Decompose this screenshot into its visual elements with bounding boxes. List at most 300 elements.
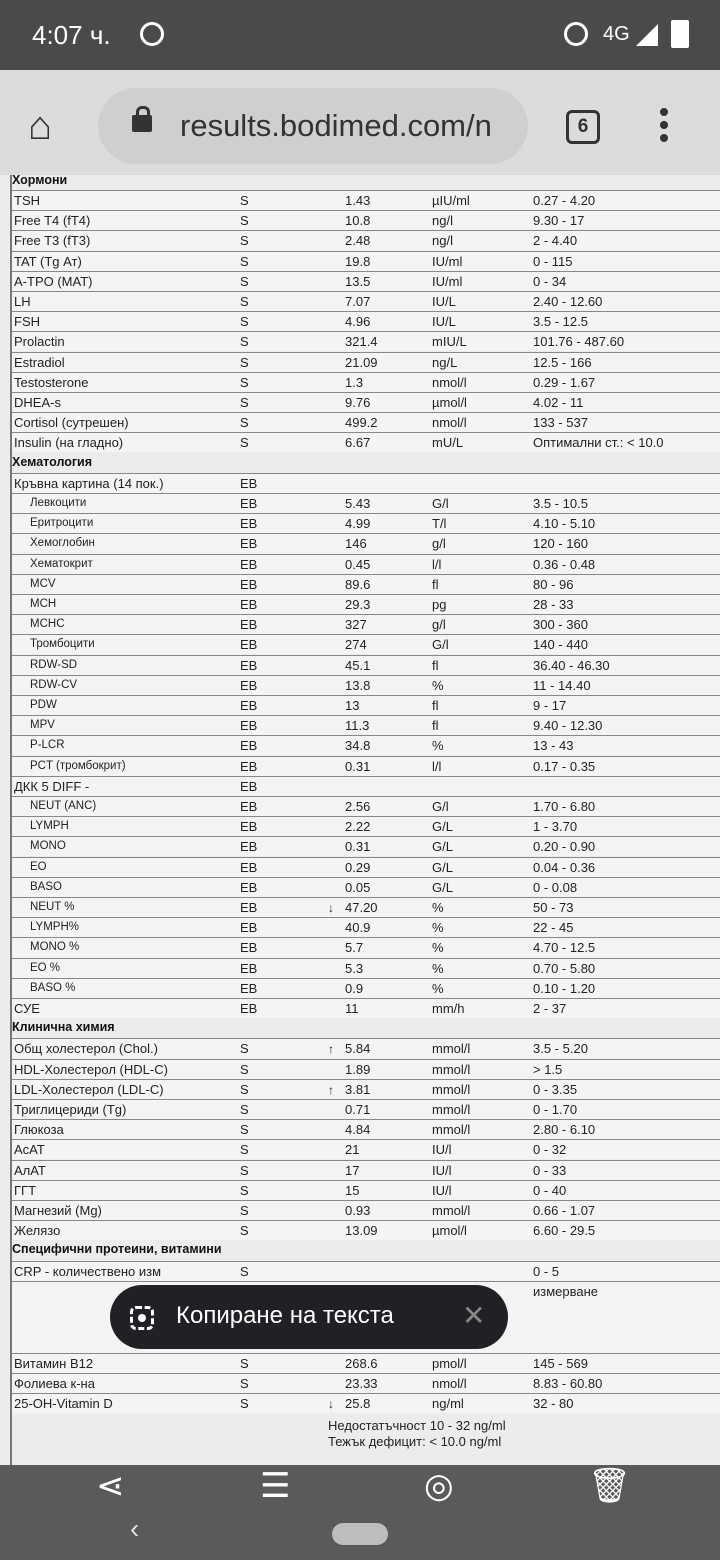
unit: fl [432,698,439,713]
table-row [12,210,720,230]
unit: IU/L [432,294,456,309]
test-name: MPV [30,719,55,732]
reference-range: 0 - 115 [533,253,573,269]
sample-type: S [240,1122,249,1138]
sample-type: EB [240,576,258,592]
table-row [12,655,720,675]
sample-type: EB [240,859,258,875]
sample-type: EB [240,900,258,915]
browser-toolbar [0,70,720,178]
signal-icon [636,24,658,46]
sample-type: S [240,1203,249,1218]
reference-range: 1 - 3.70 [533,819,578,835]
test-name: LH [14,294,31,309]
unit: ng/l [432,213,453,229]
result-value: 2.22 [345,819,371,835]
reference-range: 0.20 - 0.90 [533,839,596,855]
result-value: 0.05 [345,879,371,895]
test-name: Желязо [14,1223,61,1239]
test-name: Cortisol (сутрешен) [14,415,129,431]
unit: IU/ml [432,273,463,289]
home-pill[interactable] [332,1523,388,1545]
test-name: DHEA-s [14,395,61,410]
test-name: Testosterone [14,374,89,390]
test-name: Витамин B12 [14,1355,94,1371]
section-heading: Клинична химия [12,1020,115,1035]
unit: nmol/l [432,415,467,431]
result-value: 268.6 [345,1355,378,1371]
sample-type: EB [240,536,258,552]
test-name: BASO % [30,981,76,994]
reference-range: 0.36 - 0.48 [533,556,596,572]
result-value: 6.67 [345,435,371,451]
unit: mmol/l [432,1081,471,1097]
section-heading: Хематология [12,454,93,469]
table-row [12,695,720,715]
result-value: 5.43 [345,496,371,511]
result-value: 7.07 [345,294,371,309]
reference-range: 9.30 - 17 [533,213,585,229]
sample-type: S [240,354,249,370]
table-row [12,958,720,978]
result-value: 21 [345,1142,360,1158]
table-row [12,1119,720,1139]
reference-range: 3.5 - 5.20 [533,1041,588,1057]
result-value: 9.76 [345,395,371,410]
table-row [12,230,720,250]
battery-icon [671,20,689,48]
unit: % [432,738,444,754]
unit: % [432,980,444,996]
sample-type: EB [240,920,258,936]
test-name: RDW-SD [30,658,78,671]
table-row [12,1160,720,1180]
address-bar[interactable] [98,88,528,164]
sample-type: EB [240,819,258,835]
test-name: EO % [30,961,61,974]
section-heading: Специфични протеини, витамини [12,1242,222,1257]
table-row [12,1261,720,1281]
test-name: AcAT [14,1142,45,1158]
test-name: TAT (Tg Ат) [14,253,82,269]
sample-type: EB [240,940,258,956]
reference-range: 11 - 14.40 [533,677,591,693]
reference-range: 28 - 33 [533,597,574,612]
vitd-note: Тежък дефицит: < 10.0 ng/ml [328,1434,502,1449]
test-name: Триглицериди (Tg) [14,1102,127,1117]
vitd-note: Недостатъчност 10 - 32 ng/ml [328,1418,506,1433]
sample-type: S [240,435,249,451]
table-row [12,594,720,614]
result-value: 321.4 [345,334,378,350]
table-row [12,372,720,392]
unit: G/L [432,839,453,855]
test-name: CRP - количествено изм [14,1263,162,1279]
table-row [12,1139,720,1159]
test-name: BASO [30,880,62,893]
share-icon[interactable]: ⋖ [96,1467,125,1505]
sample-type: S [240,1182,249,1198]
table-row [12,1038,720,1058]
result-value: 0.29 [345,859,371,875]
back-icon[interactable]: ‹ [130,1513,140,1544]
test-name: LDL-Холестерол (LDL-C) [14,1081,164,1097]
test-name: EO [30,860,47,873]
test-name: АлАТ [14,1162,46,1178]
table-row [12,251,720,271]
result-value: 1.89 [345,1061,371,1077]
lock-icon [132,115,152,132]
test-name: Estradiol [14,354,65,370]
copy-text-chip[interactable] [110,1285,508,1349]
sample-type: EB [240,758,258,774]
reference-range: 300 - 360 [533,617,588,633]
reference-range: 13 - 43 [533,738,574,754]
unit: IU/ml [432,253,463,269]
unit: mmol/l [432,1041,471,1057]
unit: l/l [432,556,442,572]
table-row [12,634,720,654]
table-row [12,614,720,634]
unit: mmol/l [432,1061,471,1077]
reference-range: 8.83 - 60.80 [533,1376,603,1391]
reference-range: 1.70 - 6.80 [533,799,596,814]
sample-type: EB [240,677,258,693]
sample-type: S [240,1223,249,1239]
table-row [12,533,720,553]
unit: g/l [432,617,446,633]
result-value: 0.31 [345,839,371,855]
status-bar [0,0,720,70]
sample-type: EB [240,597,258,612]
result-value: 11 [345,1001,359,1016]
unit: ng/l [432,233,453,249]
reference-range: 145 - 569 [533,1355,588,1371]
unit: pmol/l [432,1355,467,1371]
test-name: 25-OH-Vitamin D [14,1396,113,1412]
unit: mm/h [432,1001,465,1016]
reference-range: 0.17 - 0.35 [533,758,596,774]
sample-type: EB [240,778,258,794]
test-name: NEUT (ANC) [30,800,97,812]
alarm-icon [140,22,164,46]
sample-type: S [240,334,249,350]
reference-range: 9 - 17 [533,698,567,713]
home-icon[interactable]: ⌂ [28,104,53,148]
table-row [12,1180,720,1200]
reference-range: 0.29 - 1.67 [533,374,596,390]
unit: l/l [432,758,442,774]
sample-type: EB [240,1001,258,1016]
table-row [12,271,720,291]
table-row [12,331,720,351]
unit: mmol/l [432,1122,471,1138]
result-value: 11.3 [345,718,370,734]
table-row [12,412,720,432]
more-menu-icon[interactable] [660,108,668,147]
unit: nmol/l [432,1376,467,1391]
reference-range: 0.70 - 5.80 [533,960,596,976]
unit: µIU/ml [432,193,470,208]
unit: G/L [432,859,453,875]
table-row [12,816,720,836]
unit: mU/L [432,435,464,451]
unit: µmol/l [432,1223,467,1239]
unit: % [432,940,444,956]
unit: G/L [432,879,453,895]
sample-type: S [240,1396,249,1412]
test-name: P-LCR [30,739,65,752]
sample-type: EB [240,637,258,653]
unit: mmol/l [432,1203,471,1218]
sample-type: EB [240,738,258,754]
unit: ng/L [432,354,458,370]
reference-range: 0.10 - 1.20 [533,980,596,996]
test-name: Фолиева к-на [14,1376,95,1391]
unit: mIU/L [432,334,467,350]
lens-icon[interactable]: ◎ [424,1467,454,1505]
reference-range: 4.10 - 5.10 [533,516,596,532]
sample-type: S [240,395,249,410]
unit: IU/l [432,1182,452,1198]
test-name: FSH [14,314,40,330]
table-row [12,998,720,1018]
sample-type: EB [240,617,258,633]
result-value: 4.84 [345,1122,371,1138]
test-name: NEUT % [30,901,75,913]
test-name: Free T4 (fT4) [14,213,91,229]
reference-range: > 1.5 [533,1061,563,1077]
reference-range: 2.40 - 12.60 [533,294,603,309]
reference-range: 120 - 160 [533,536,588,552]
test-name: TSH [14,193,40,208]
test-name: Глюкоза [14,1122,64,1138]
reference-range: 4.02 - 11 [533,395,584,410]
test-name: MCV [30,577,56,590]
result-value: 4.99 [345,516,371,532]
table-row [12,1393,720,1413]
reference-range: 9.40 - 12.30 [533,718,603,734]
test-name: Хематокрит [30,557,93,570]
sample-type: S [240,1061,249,1077]
result-value: 274 [345,637,367,653]
sample-type: S [240,1376,249,1391]
result-value: 21.09 [345,354,378,370]
close-icon[interactable]: ✕ [462,1300,486,1331]
table-row [12,190,720,210]
unit: T/l [432,516,447,532]
table-row [12,1373,720,1393]
test-name: ГГТ [14,1182,37,1198]
test-name: Общ холестерол (Chol.) [14,1041,158,1057]
unit: G/l [432,496,449,511]
result-value: 0.9 [345,980,364,996]
result-value: 25.8 [345,1396,371,1412]
result-value: 4.96 [345,314,371,330]
reference-range: 0 - 5 [533,1263,560,1279]
test-name: Insulin (на гладно) [14,435,124,451]
result-value: 19.8 [345,253,371,269]
sample-type: EB [240,960,258,976]
table-row [12,897,720,917]
reference-range: измерване [533,1283,599,1299]
result-value: 5.84 [345,1041,371,1057]
result-value: 2.48 [345,233,371,249]
lab-results-document [0,175,720,1465]
flag-icon: ↓ [328,1397,334,1412]
tab-count-button[interactable]: 6 [566,110,600,144]
table-row [12,715,720,735]
test-name: LYMPH% [30,921,79,934]
reference-range: 0 - 3.35 [533,1081,578,1097]
table-row [12,877,720,897]
clock: 4:07 ч. [32,20,111,50]
reference-range: 2 - 37 [533,1001,567,1016]
navigation-bar [0,1465,720,1560]
sample-type: EB [240,980,258,996]
table-row [12,392,720,412]
result-value: 0.71 [345,1102,371,1117]
sample-type: S [240,1102,249,1117]
result-value: 45.1 [345,657,371,673]
result-value: 5.3 [345,960,364,976]
test-name: MCHC [30,618,65,631]
result-value: 23.33 [345,1376,378,1391]
result-value: 5.7 [345,940,364,956]
result-value: 1.3 [345,374,364,390]
result-value: 13 [345,698,360,713]
sample-type: EB [240,556,258,572]
sample-type: EB [240,475,258,491]
table-row [12,937,720,957]
result-value: 0.93 [345,1203,371,1218]
test-name: Free T3 (fT3) [14,233,91,249]
reference-range: 0 - 1.70 [533,1102,578,1117]
result-value: 327 [345,617,367,633]
sample-type: S [240,1355,249,1371]
reference-range: 0 - 40 [533,1182,567,1198]
alarm-icon [564,22,588,46]
test-name: Еритроцити [30,517,94,530]
reference-range: 22 - 45 [533,920,574,936]
sample-type: S [240,273,249,289]
result-value: 47.20 [345,900,378,915]
table-row [12,978,720,998]
test-name: ДКК 5 DIFF - [14,778,90,794]
unit: fl [432,718,439,734]
sample-type: EB [240,496,258,511]
result-value: 40.9 [345,920,371,936]
result-value: 0.31 [345,758,371,774]
test-name: LYMPH [30,820,69,833]
sample-type: S [240,415,249,431]
flag-icon: ↑ [328,1042,334,1057]
unit: % [432,960,444,976]
result-value: 89.6 [345,576,371,592]
sample-type: EB [240,516,258,532]
sample-type: S [240,1162,249,1178]
table-row [12,735,720,755]
table-row [12,311,720,331]
test-name: Магнезий (Mg) [14,1203,102,1218]
test-name: Хемоглобин [30,537,95,550]
table-row [12,857,720,877]
unit: % [432,900,444,915]
result-value: 13.09 [345,1223,378,1239]
reference-range: Оптимални ст.: < 10.0 [533,435,664,451]
reference-range: 140 - 440 [533,637,588,653]
reference-range: 0 - 0.08 [533,879,578,895]
reference-range: 0 - 33 [533,1162,567,1178]
table-row [12,574,720,594]
unit: IU/l [432,1162,452,1178]
test-name: PDW [30,699,57,711]
result-value: 3.81 [345,1081,371,1097]
test-name: СУЕ [14,1001,40,1016]
result-value: 146 [345,536,367,552]
result-value: 34.8 [345,738,371,754]
table-row [12,432,720,452]
reference-range: 0.66 - 1.07 [533,1203,596,1218]
result-value: 17 [345,1162,360,1178]
section-heading: Хормони [12,175,68,187]
sample-type: EB [240,879,258,895]
unit: G/l [432,799,449,814]
table-row [12,917,720,937]
sample-type: S [240,233,249,249]
test-name: RDW-CV [30,678,78,691]
result-value: 0.45 [345,556,371,572]
unit: % [432,677,444,693]
table-row [12,1200,720,1220]
copy-text-label: Копиране на текста [176,1302,394,1329]
result-value: 13.5 [345,273,371,289]
table-row [12,796,720,816]
sample-type: EB [240,839,258,855]
unit: nmol/l [432,374,467,390]
test-name: PCT (тромбокрит) [30,759,126,772]
test-name: A-TPO (MAT) [14,273,93,289]
reference-range: 3.5 - 10.5 [533,496,588,511]
unit: G/L [432,819,453,835]
table-row [12,1079,720,1099]
unit: fl [432,576,439,592]
reference-range: 80 - 96 [533,576,574,592]
network-type: 4G [603,23,630,45]
sample-type: S [240,193,249,208]
result-value: 15 [345,1182,360,1198]
table-row [12,473,720,493]
edit-adjust-icon[interactable]: ☰ [260,1467,291,1505]
reference-range: 12.5 - 166 [533,354,592,370]
test-name: MCH [30,598,57,610]
table-row [12,493,720,513]
sample-type: S [240,1263,249,1279]
sample-type: EB [240,718,258,734]
result-value: 10.8 [345,213,371,229]
unit: g/l [432,536,446,552]
test-name: Кръвна картина (14 пок.) [14,475,164,491]
table-row [12,291,720,311]
table-row [12,1059,720,1079]
unit: pg [432,597,447,612]
reference-range: 50 - 73 [533,900,574,915]
sample-type: S [240,1142,249,1158]
reference-range: 36.40 - 46.30 [533,657,610,673]
lens-icon [130,1306,154,1330]
url-text: results.bodimed.com/n [180,108,492,143]
delete-icon[interactable]: 🗑 [588,1467,632,1505]
